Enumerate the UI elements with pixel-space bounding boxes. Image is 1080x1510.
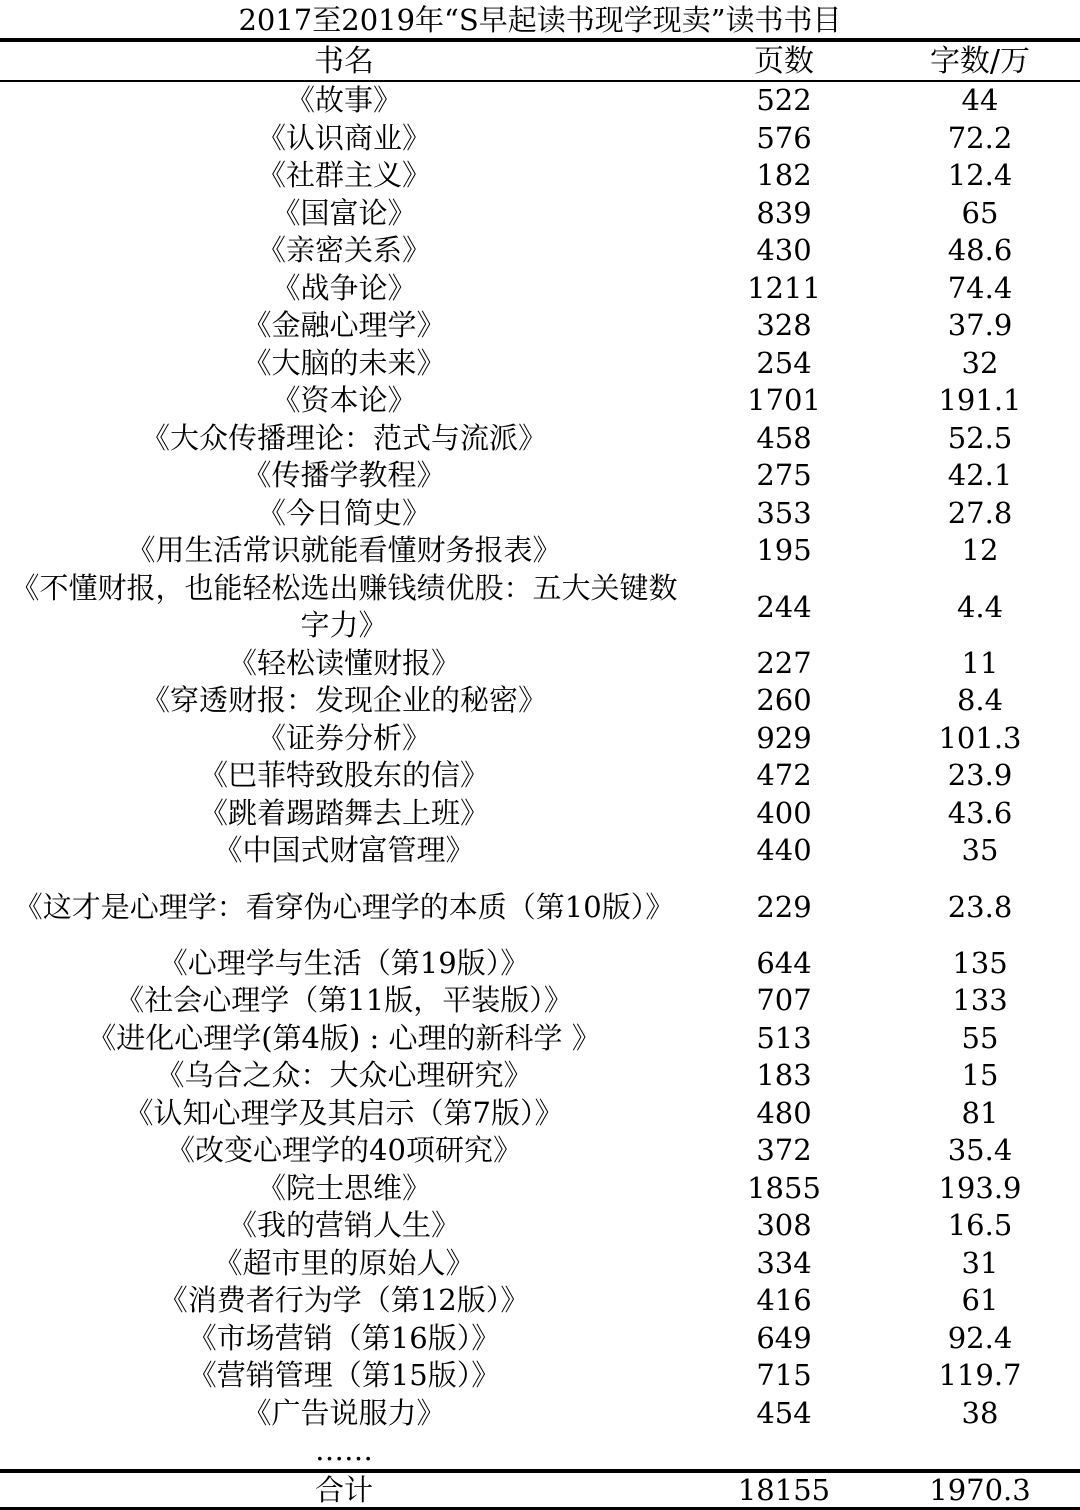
book-title-text: 《用生活常识就能看懂财务报表》 bbox=[126, 533, 562, 568]
page-count: 182 bbox=[756, 158, 812, 193]
table-row bbox=[0, 870, 1080, 945]
word-count: 23.9 bbox=[947, 758, 1013, 793]
book-title-text: 《中国式财富管理》 bbox=[213, 833, 475, 868]
book-title bbox=[0, 870, 688, 945]
word-count: 38 bbox=[961, 1395, 999, 1430]
page-count: 644 bbox=[756, 945, 812, 980]
page-count: 522 bbox=[756, 83, 812, 118]
word-count: 101.3 bbox=[938, 720, 1022, 755]
page-count: 576 bbox=[756, 120, 812, 155]
word-count: 4.4 bbox=[956, 589, 1004, 624]
word-count: 44 bbox=[961, 83, 999, 118]
page-count: 334 bbox=[756, 1245, 812, 1280]
table-row bbox=[0, 1207, 1080, 1245]
book-title-text: 《营销管理（第15版）》 bbox=[187, 1358, 501, 1393]
table-row bbox=[0, 195, 1080, 233]
book-title-text: 《亲密关系》 bbox=[256, 233, 431, 268]
word-count: 31 bbox=[961, 1245, 999, 1280]
page-count: 1701 bbox=[747, 383, 821, 418]
word-count: 32 bbox=[961, 345, 999, 380]
page-count: 260 bbox=[756, 683, 812, 718]
book-title bbox=[0, 645, 688, 683]
word-count: 52.5 bbox=[947, 420, 1013, 455]
book-title bbox=[0, 195, 688, 233]
word-count: 61 bbox=[961, 1283, 999, 1318]
book-title bbox=[0, 832, 688, 870]
table-row bbox=[0, 270, 1080, 308]
book-title-text: 《证券分析》 bbox=[256, 720, 431, 755]
page-count: 649 bbox=[756, 1320, 812, 1355]
book-title-text: 《市场营销（第16版）》 bbox=[187, 1320, 501, 1355]
book-title-text: 《心理学与生活（第19版）》 bbox=[158, 945, 530, 980]
book-title-text: 《巴菲特致股东的信》 bbox=[198, 758, 489, 793]
book-title bbox=[0, 570, 688, 645]
book-title bbox=[0, 120, 688, 158]
book-title bbox=[0, 270, 688, 308]
book-title-text: 《改变心理学的40项研究》 bbox=[166, 1133, 522, 1168]
table-row bbox=[0, 832, 1080, 870]
word-count: 11 bbox=[961, 645, 999, 680]
table-row bbox=[0, 1132, 1080, 1170]
word-count: 119.7 bbox=[938, 1358, 1022, 1393]
word-count: 74.4 bbox=[947, 270, 1013, 305]
table-row bbox=[0, 457, 1080, 495]
table-row bbox=[0, 795, 1080, 833]
table-row bbox=[0, 345, 1080, 383]
table-row bbox=[0, 120, 1080, 158]
word-count: 37.9 bbox=[947, 308, 1013, 343]
table-row bbox=[0, 420, 1080, 458]
table-row bbox=[0, 307, 1080, 345]
book-title-text: 《社群主义》 bbox=[256, 158, 431, 193]
book-title-text: 《认识商业》 bbox=[256, 120, 431, 155]
book-title-text: 《大众传播理论：范式与流派》 bbox=[140, 420, 547, 455]
book-title bbox=[0, 1395, 688, 1433]
page-title: 2017至2019年“S早起读书现学现卖”读书书目 bbox=[238, 3, 842, 37]
page-count: 430 bbox=[756, 233, 812, 268]
book-title-text: 《穿透财报：发现企业的秘密》 bbox=[140, 683, 547, 718]
table-header bbox=[0, 42, 1080, 80]
word-count: 43.6 bbox=[947, 795, 1013, 830]
column-header-words: 字数/万 bbox=[929, 43, 1031, 79]
book-title bbox=[0, 1095, 688, 1133]
table-row bbox=[0, 1057, 1080, 1095]
table-row bbox=[0, 982, 1080, 1020]
word-count: 92.4 bbox=[947, 1320, 1013, 1355]
book-title-text: 《轻松读懂财报》 bbox=[227, 645, 460, 680]
ellipsis: …… bbox=[315, 1433, 373, 1468]
table-row bbox=[0, 1320, 1080, 1358]
word-count: 81 bbox=[961, 1095, 999, 1130]
word-count: 27.8 bbox=[947, 495, 1013, 530]
book-title-text: 《不懂财报，也能轻松选出赚钱绩优股：五大关键数字力》 bbox=[10, 571, 678, 642]
word-count: 135 bbox=[952, 945, 1008, 980]
book-title-text: 《国富论》 bbox=[271, 195, 417, 230]
table-body bbox=[0, 82, 1080, 1470]
book-title-text: 《消费者行为学（第12版）》 bbox=[158, 1283, 530, 1318]
word-count: 35 bbox=[961, 833, 999, 868]
book-title bbox=[0, 382, 688, 420]
table-row bbox=[0, 1395, 1080, 1433]
word-count: 12.4 bbox=[947, 158, 1013, 193]
table-row bbox=[0, 82, 1080, 120]
page-count: 416 bbox=[756, 1283, 812, 1318]
page-count: 372 bbox=[756, 1133, 812, 1168]
page-count: 308 bbox=[756, 1208, 812, 1243]
book-title bbox=[0, 945, 688, 983]
book-title bbox=[0, 1132, 688, 1170]
book-title-text: 《这才是心理学：看穿伪心理学的本质（第10版）》 bbox=[13, 889, 675, 924]
table-row bbox=[0, 382, 1080, 420]
book-title-text: 《进化心理学(第4版) : 心理的新科学 》 bbox=[87, 1020, 601, 1055]
book-title-text: 《战争论》 bbox=[271, 270, 417, 305]
word-count: 65 bbox=[961, 195, 999, 230]
table-row bbox=[0, 1170, 1080, 1208]
book-title-text: 《院士思维》 bbox=[256, 1170, 431, 1205]
book-title bbox=[0, 720, 688, 758]
page-count: 513 bbox=[756, 1020, 812, 1055]
table-row bbox=[0, 1020, 1080, 1058]
page-count: 715 bbox=[756, 1358, 812, 1393]
page-count: 440 bbox=[756, 833, 812, 868]
book-title-text: 《故事》 bbox=[285, 83, 402, 118]
book-title bbox=[0, 682, 688, 720]
book-title-text: 《资本论》 bbox=[271, 383, 417, 418]
total-row bbox=[0, 1473, 1080, 1507]
total-pages: 18155 bbox=[737, 1472, 831, 1507]
column-header-pages: 页数 bbox=[754, 43, 814, 79]
book-title bbox=[0, 457, 688, 495]
word-count: 191.1 bbox=[938, 383, 1022, 418]
book-title-text: 《我的营销人生》 bbox=[227, 1208, 460, 1243]
table-row bbox=[0, 495, 1080, 533]
table-row bbox=[0, 1357, 1080, 1395]
word-count: 48.6 bbox=[947, 233, 1013, 268]
table-row bbox=[0, 532, 1080, 570]
book-title bbox=[0, 1057, 688, 1095]
page-count: 1211 bbox=[747, 270, 821, 305]
book-title bbox=[0, 495, 688, 533]
book-title bbox=[0, 795, 688, 833]
table-row bbox=[0, 757, 1080, 795]
book-title bbox=[0, 82, 688, 120]
table-row bbox=[0, 157, 1080, 195]
page-count: 839 bbox=[756, 195, 812, 230]
table-row bbox=[0, 645, 1080, 683]
page-count: 244 bbox=[756, 589, 812, 624]
page-count: 353 bbox=[756, 495, 812, 530]
word-count: 16.5 bbox=[947, 1208, 1013, 1243]
word-count: 193.9 bbox=[938, 1170, 1022, 1205]
word-count: 42.1 bbox=[947, 458, 1013, 493]
book-title-text: 《今日简史》 bbox=[256, 495, 431, 530]
word-count: 72.2 bbox=[947, 120, 1013, 155]
book-title bbox=[0, 1207, 688, 1245]
book-title bbox=[0, 157, 688, 195]
total-label: 合计 bbox=[314, 1472, 373, 1507]
page-count: 472 bbox=[756, 758, 812, 793]
book-title-text: 《传播学教程》 bbox=[242, 458, 446, 493]
page-count: 275 bbox=[756, 458, 812, 493]
book-title bbox=[0, 1282, 688, 1320]
book-title bbox=[0, 420, 688, 458]
table-row bbox=[0, 570, 1080, 645]
book-title bbox=[0, 345, 688, 383]
word-count: 35.4 bbox=[947, 1133, 1013, 1168]
page-count: 458 bbox=[756, 420, 812, 455]
book-title bbox=[0, 532, 688, 570]
page-count: 929 bbox=[756, 720, 812, 755]
page-count: 1855 bbox=[747, 1170, 821, 1205]
table-row bbox=[0, 232, 1080, 270]
page-count: 195 bbox=[756, 533, 812, 568]
book-title bbox=[0, 232, 688, 270]
book-title bbox=[0, 982, 688, 1020]
more-items-row bbox=[0, 1432, 1080, 1470]
book-title bbox=[0, 1170, 688, 1208]
book-title bbox=[0, 307, 688, 345]
page-count: 227 bbox=[756, 645, 812, 680]
table-row bbox=[0, 1095, 1080, 1133]
book-title bbox=[0, 1357, 688, 1395]
word-count: 133 bbox=[952, 983, 1008, 1018]
total-words: 1970.3 bbox=[929, 1472, 1031, 1507]
book-title bbox=[0, 1245, 688, 1283]
page-count: 480 bbox=[756, 1095, 812, 1130]
page-count: 400 bbox=[756, 795, 812, 830]
word-count: 8.4 bbox=[956, 683, 1004, 718]
book-title-text: 《认知心理学及其启示（第7版）》 bbox=[124, 1095, 564, 1130]
word-count: 15 bbox=[961, 1058, 999, 1093]
book-title-text: 《广告说服力》 bbox=[242, 1395, 446, 1430]
page-count: 254 bbox=[756, 345, 812, 380]
book-title bbox=[0, 757, 688, 795]
table-row bbox=[0, 682, 1080, 720]
page-count: 183 bbox=[756, 1058, 812, 1093]
table-row bbox=[0, 720, 1080, 758]
page-count: 328 bbox=[756, 308, 812, 343]
table-row bbox=[0, 945, 1080, 983]
word-count: 23.8 bbox=[947, 889, 1013, 924]
table-row bbox=[0, 1245, 1080, 1283]
page-count: 454 bbox=[756, 1395, 812, 1430]
book-title-text: 《金融心理学》 bbox=[242, 308, 446, 343]
book-title-text: 《跳着踢踏舞去上班》 bbox=[198, 795, 489, 830]
book-title bbox=[0, 1020, 688, 1058]
word-count: 55 bbox=[961, 1020, 999, 1055]
book-title-text: 《超市里的原始人》 bbox=[213, 1245, 475, 1280]
page-count: 229 bbox=[756, 889, 812, 924]
book-title-text: 《乌合之众：大众心理研究》 bbox=[155, 1058, 533, 1093]
book-title-text: 《社会心理学（第11版，平装版）》 bbox=[115, 983, 573, 1018]
page-count: 707 bbox=[756, 983, 812, 1018]
word-count: 12 bbox=[961, 533, 999, 568]
table-row bbox=[0, 1282, 1080, 1320]
column-header-name: 书名 bbox=[314, 43, 374, 79]
book-title-text: 《大脑的未来》 bbox=[242, 345, 446, 380]
book-title bbox=[0, 1320, 688, 1358]
